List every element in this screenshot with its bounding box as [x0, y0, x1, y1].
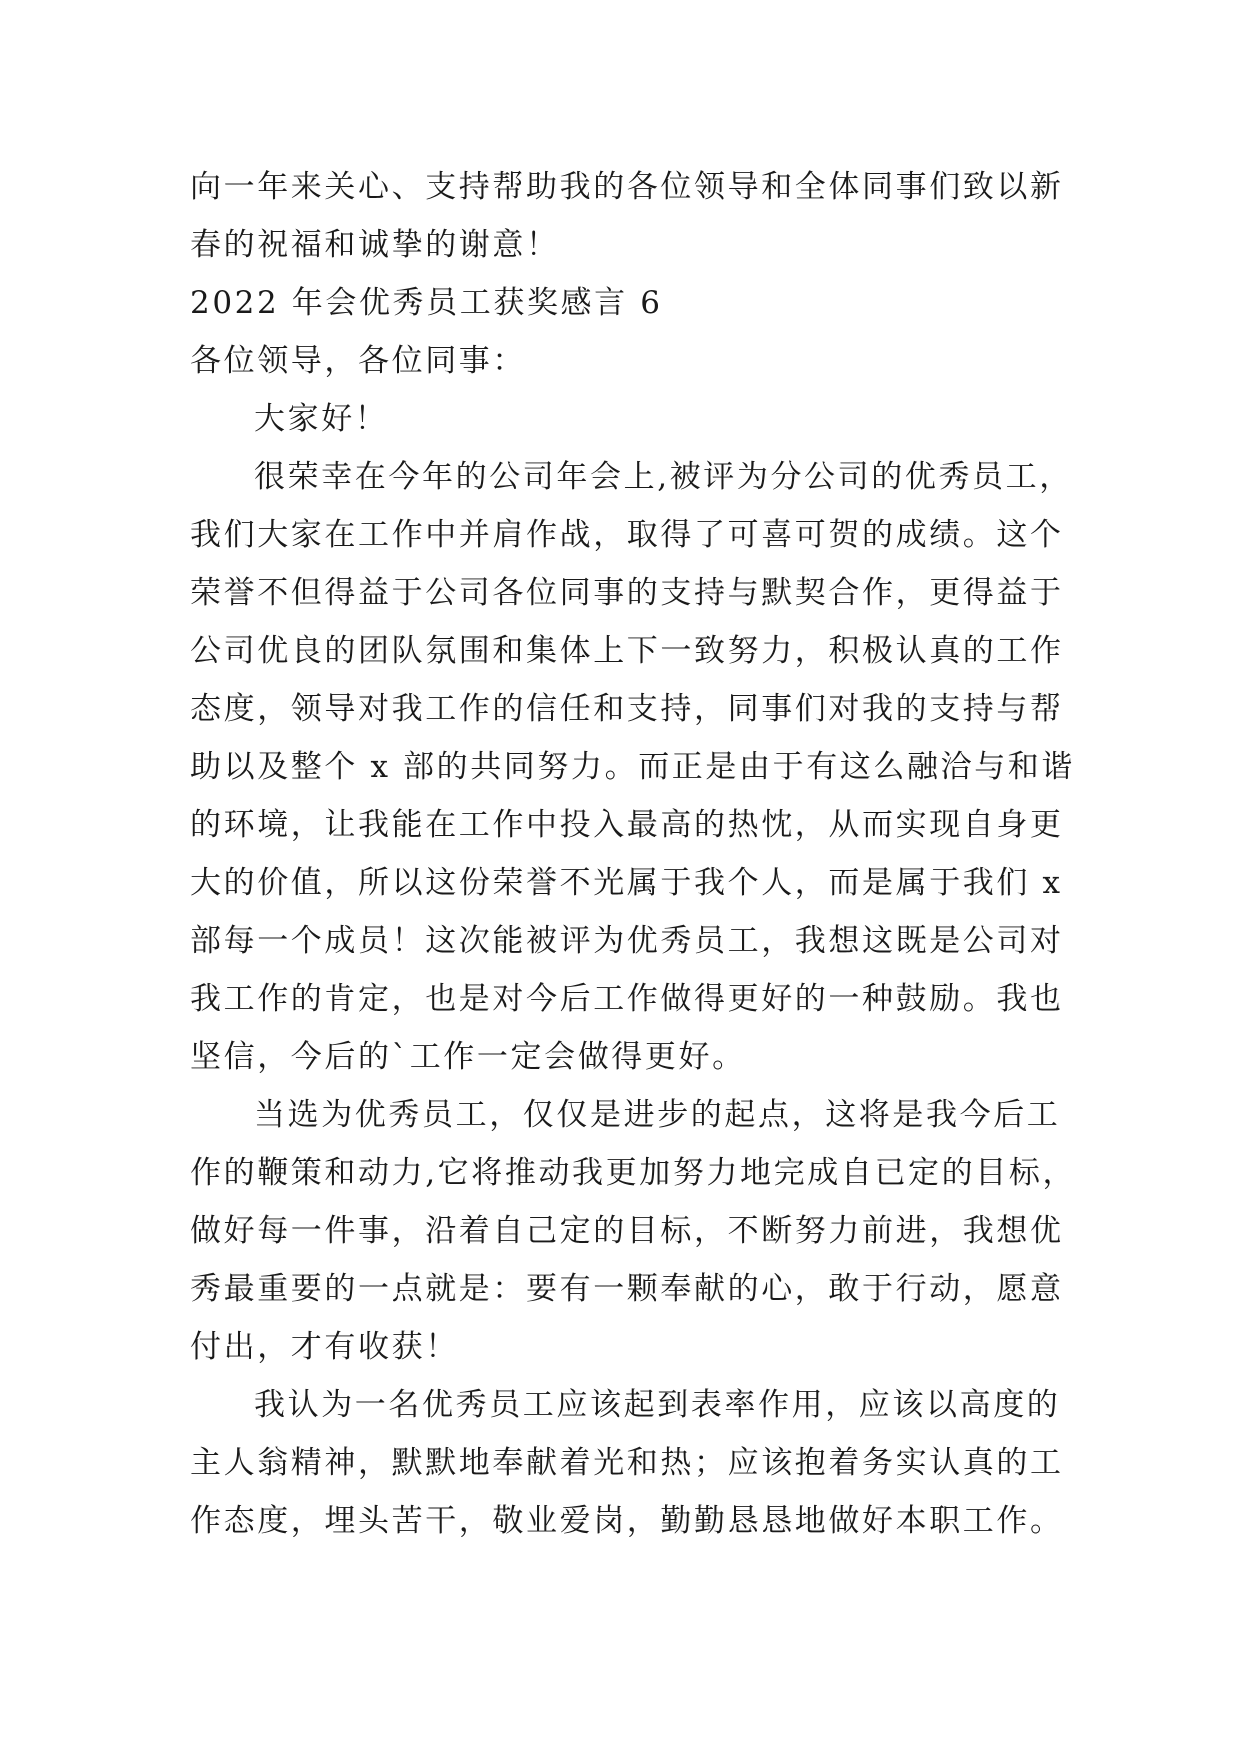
- text-line: 坚信，今后的`工作一定会做得更好。: [190, 1039, 746, 1075]
- text-line: 作的鞭策和动力,它将推动我更加努力地完成自已定的目标，: [190, 1155, 1077, 1191]
- text-line: 作态度，埋头苦干，敬业爱岗，勤勤恳恳地做好本职工作。: [190, 1503, 1064, 1539]
- text-line: 的环境，让我能在工作中投入最高的热忱，从而实现自身更: [190, 807, 1064, 843]
- text-line: 我们大家在工作中并肩作战，取得了可喜可贺的成绩。这个: [190, 517, 1064, 553]
- text-line: 做好每一件事，沿着自己定的目标，不断努力前进，我想优: [190, 1213, 1064, 1249]
- text-line: 大的价值，所以这份荣誉不光属于我个人，而是属于我们 x: [190, 865, 1063, 901]
- text-line: 助以及整个 x 部的共同努力。而正是由于有这么融洽与和谐: [190, 749, 1075, 785]
- text-line: 我工作的肯定，也是对今后工作做得更好的一种鼓励。我也: [190, 981, 1064, 1017]
- text-line: 向一年来关心、支持帮助我的各位领导和全体同事们致以新: [190, 169, 1064, 205]
- text-line: 态度，领导对我工作的信任和支持，同事们对我的支持与帮: [190, 691, 1064, 727]
- salutation: 各位领导，各位同事：: [190, 343, 526, 379]
- text-line: 荣誉不但得益于公司各位同事的支持与默契合作，更得益于: [190, 575, 1064, 611]
- text-line: 付出，才有收获！: [190, 1329, 459, 1365]
- text-line: 公司优良的团队氛围和集体上下一致努力，积极认真的工作: [190, 633, 1064, 669]
- greeting: 大家好！: [254, 401, 389, 437]
- text-line: 当选为优秀员工，仅仅是进步的起点，这将是我今后工: [254, 1097, 1061, 1133]
- text-line: 很荣幸在今年的公司年会上,被评为分公司的优秀员工，: [254, 459, 1073, 495]
- text-line: 秀最重要的一点就是：要有一颗奉献的心，敢于行动，愿意: [190, 1271, 1064, 1307]
- section-title: 2022 年会优秀员工获奖感言 6: [190, 285, 663, 321]
- text-line: 我认为一名优秀员工应该起到表率作用，应该以高度的: [254, 1387, 1061, 1423]
- document-body: [190, 158, 1080, 1550]
- text-line: 春的祝福和诚挚的谢意！: [190, 227, 560, 263]
- text-line: 部每一个成员！这次能被评为优秀员工，我想这既是公司对: [190, 923, 1064, 959]
- text-line: 主人翁精神，默默地奉献着光和热；应该抱着务实认真的工: [190, 1445, 1064, 1481]
